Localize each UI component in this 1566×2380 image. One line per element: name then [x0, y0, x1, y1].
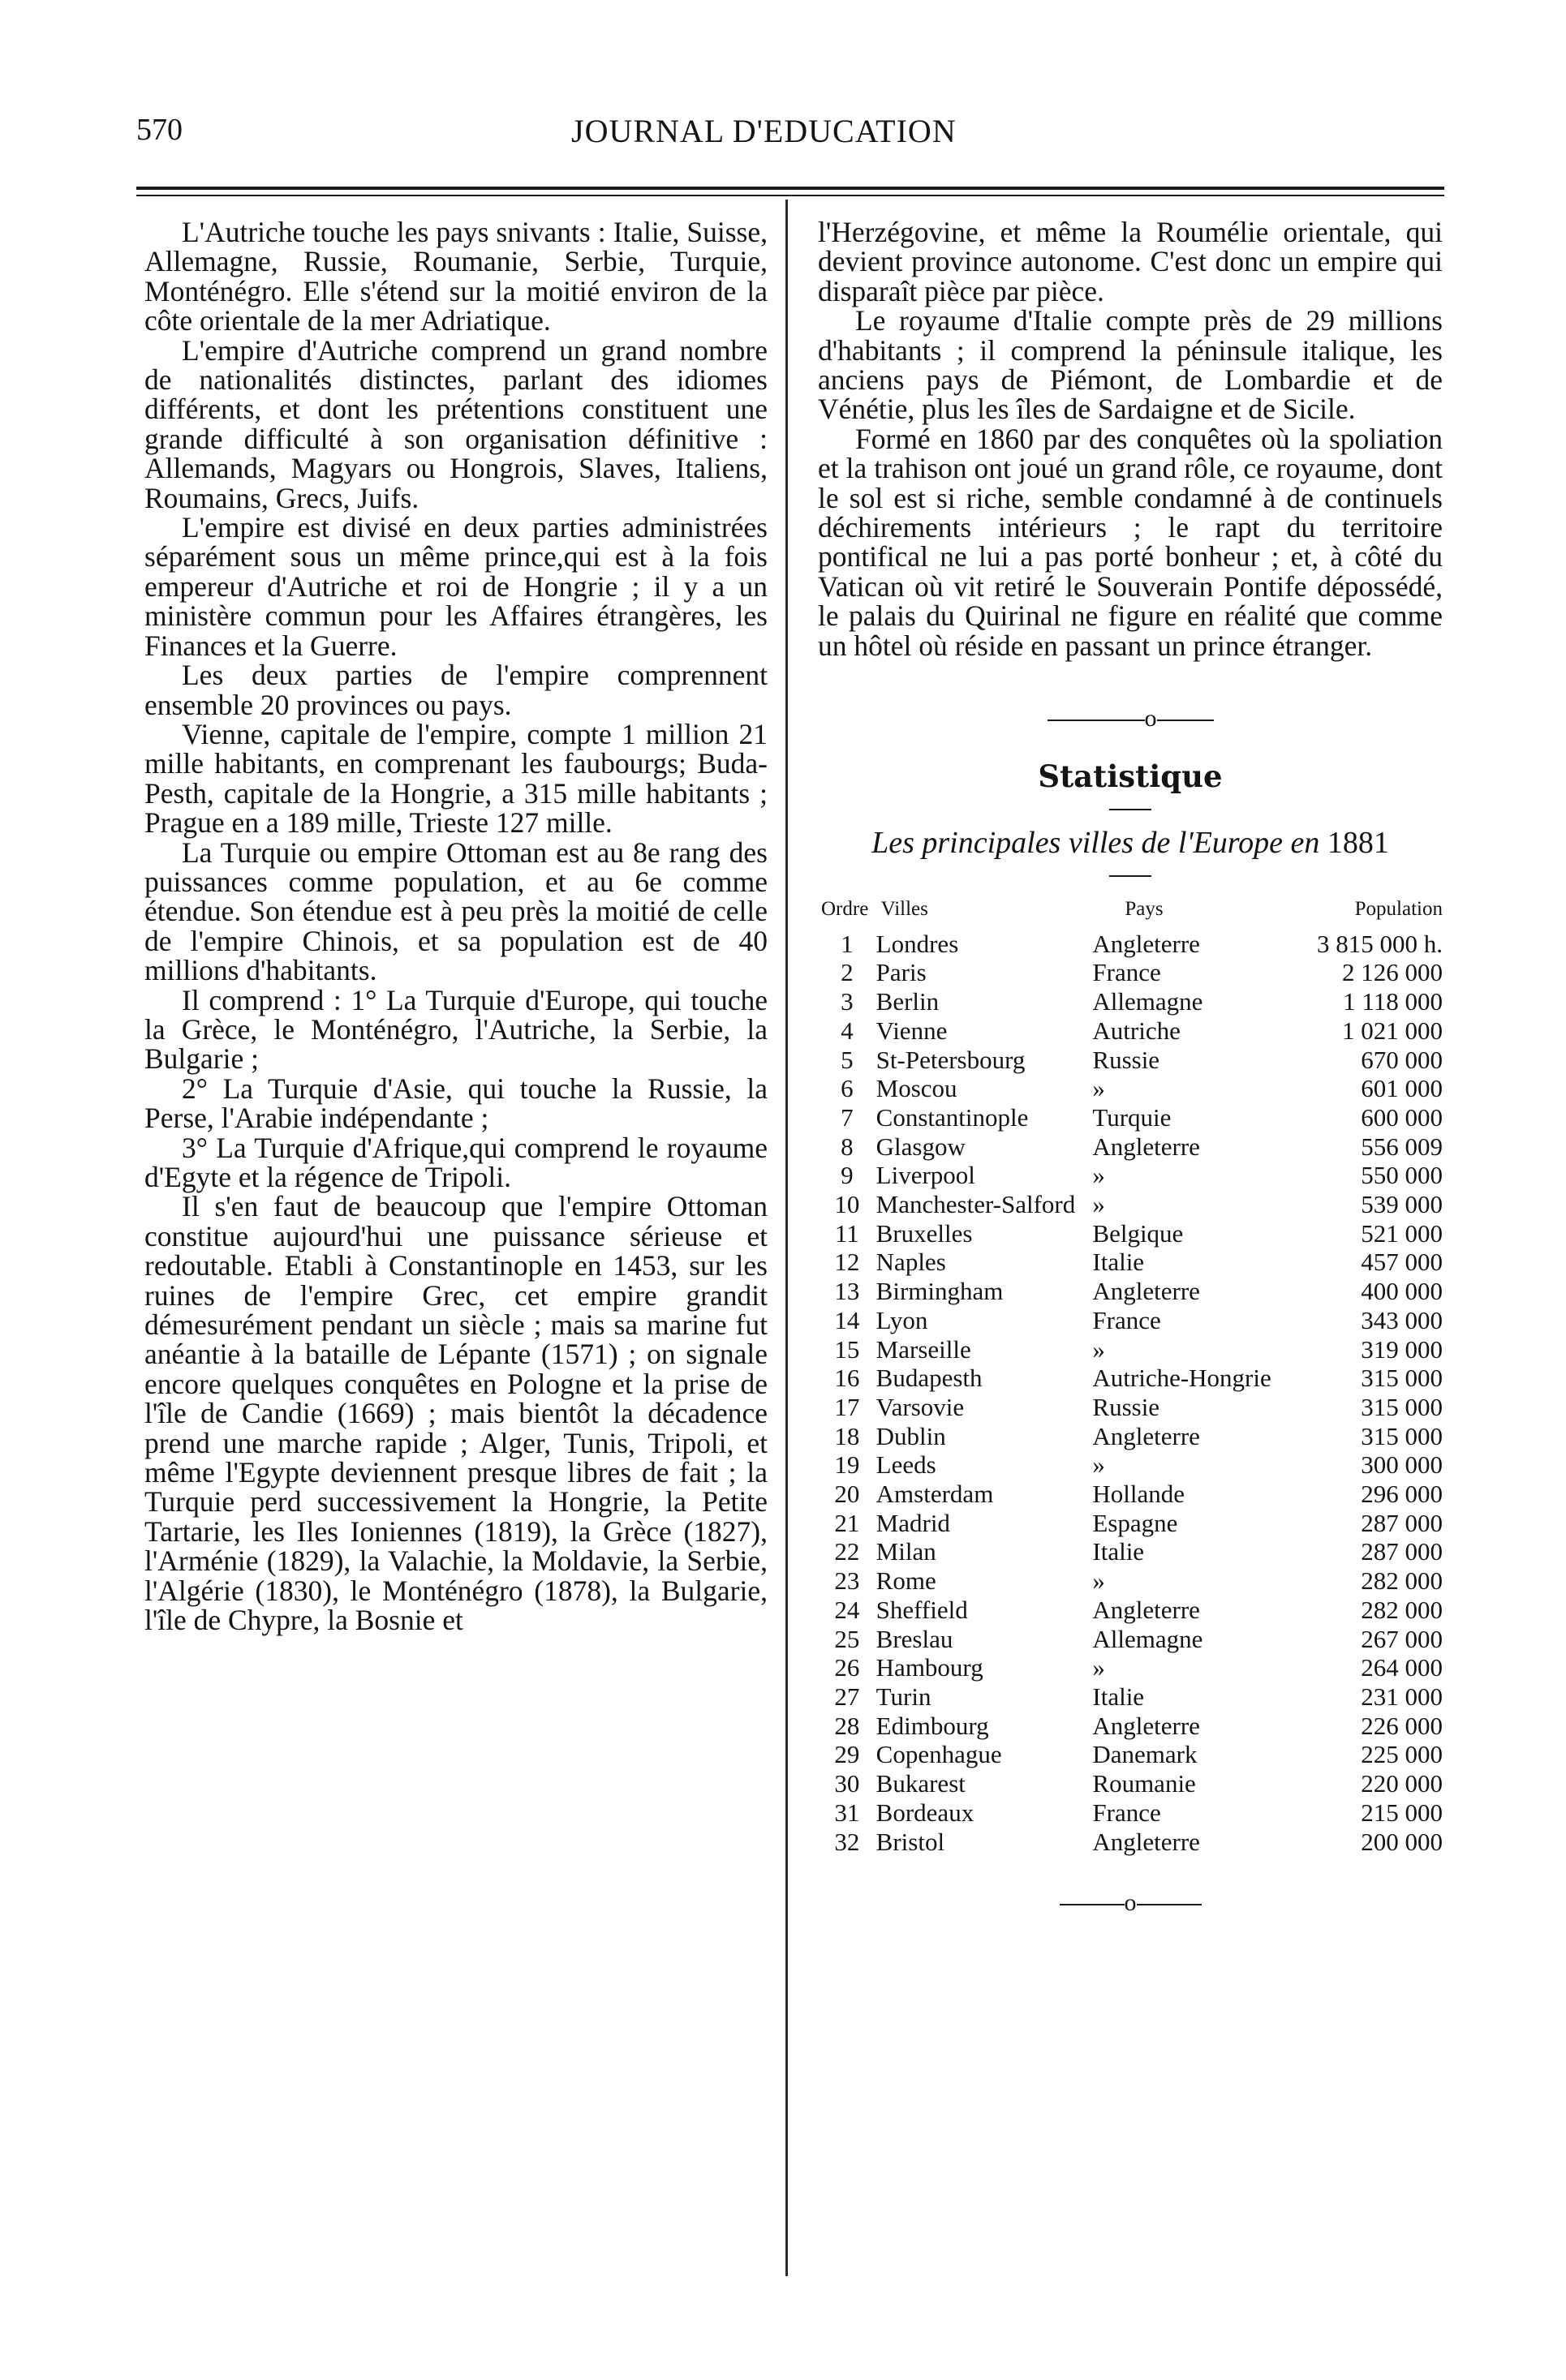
table-row: [821, 1074, 1443, 1103]
row-country: France: [1092, 958, 1161, 987]
table-row: [821, 1712, 1443, 1741]
row-population: 282 000: [1361, 1566, 1443, 1596]
row-city: Constantinople: [875, 1102, 1029, 1132]
row-order: 10: [834, 1190, 860, 1219]
row-city: Amsterdam: [875, 1480, 994, 1509]
table-row: [821, 1509, 1443, 1538]
row-population: 267 000: [1361, 1624, 1443, 1653]
row-country: Hollande: [1092, 1480, 1185, 1509]
row-country: Allemagne: [1092, 1624, 1203, 1653]
row-city: Madrid: [875, 1508, 950, 1537]
header-rule: [136, 187, 1444, 190]
section-separator: [818, 704, 1443, 733]
row-country: Angleterre: [1092, 929, 1200, 958]
row-population: 296 000: [1361, 1480, 1443, 1509]
end-separator-mark: o: [1124, 1889, 1137, 1917]
row-city: St-Petersbourg: [875, 1045, 1026, 1074]
row-country: Autriche: [1092, 1016, 1181, 1045]
header-rule-thin: [136, 195, 1444, 196]
row-order: 7: [841, 1102, 854, 1132]
right-column: [818, 217, 1443, 1918]
row-country: »: [1092, 1161, 1105, 1190]
row-population: 300 000: [1361, 1450, 1443, 1480]
row-country: »: [1092, 1074, 1105, 1103]
table-row: [821, 1828, 1443, 1857]
row-order: 31: [834, 1798, 860, 1827]
row-order: 2: [841, 958, 854, 987]
row-country: Angleterre: [1092, 1827, 1200, 1856]
row-population: 600 000: [1361, 1102, 1443, 1132]
table-header-row: [821, 895, 1443, 929]
row-order: 11: [834, 1218, 859, 1248]
row-city: Naples: [875, 1248, 946, 1277]
row-order: 14: [834, 1305, 860, 1334]
row-country: Espagne: [1092, 1508, 1178, 1537]
table-row: [821, 1566, 1443, 1596]
row-order: 24: [834, 1595, 860, 1624]
row-city: Sheffield: [875, 1595, 968, 1624]
row-population: 282 000: [1361, 1595, 1443, 1624]
table-row: [821, 1682, 1443, 1712]
row-country: Russie: [1092, 1045, 1160, 1074]
row-city: Budapesth: [875, 1364, 983, 1393]
row-order: 27: [834, 1682, 860, 1711]
row-city: Berlin: [875, 987, 940, 1016]
row-city: Leeds: [875, 1450, 936, 1480]
row-country: Autriche-Hongrie: [1092, 1364, 1271, 1393]
table-caption: [818, 825, 1443, 860]
row-order: 12: [834, 1248, 860, 1277]
row-order: 16: [834, 1364, 860, 1393]
row-order: 1: [841, 929, 854, 958]
row-city: Rome: [875, 1566, 936, 1596]
row-order: 26: [834, 1653, 860, 1682]
row-country: »: [1092, 1653, 1105, 1682]
paragraph: Il s'en faut de beaucoup que l'empire Ottoman constitue aujourd'hui une puissance sérieuse et redoutable. Etabli à Constantinople en 1453, sur les ruines de l'empire Grec, cet empire grandit démesurément pendant un siècle ; mais sa marine fut anéantie à la bataille de Lépante (1571) ; on signale encore quelques conquêtes en Pologne et la prise de l'île de Candie (1669) ; mais bientôt la décadence prend une marche rapide ; Alger, Tunis, Tripoli, et même l'Egypte deviennent presque libres de fait ; la Turquie perd successivement la Hongrie, la Petite Tartarie, les Iles Ioniennes (1819), la Grèce (1827), l'Arménie (1829), la Valachie, la Moldavie, la Serbie, l'Algérie (1830), le Monténégro (1878), la Bulgarie, l'île de Chypre, la Bosnie et: [144, 1190, 768, 1637]
population-table: [821, 895, 1443, 1856]
table-caption-year: 1881: [1327, 825, 1389, 860]
table-row: [821, 1335, 1443, 1364]
row-population: 315 000: [1361, 1364, 1443, 1393]
header-population: Population: [1354, 898, 1443, 921]
row-order: 5: [841, 1045, 854, 1074]
paragraph: Le royaume d'Italie compte près de 29 millions d'habitants ; il comprend la péninsule italique, les anciens pays de Piémont, de Lombardie et de Vénétie, plus les îles de Sardaigne et de Sicile.: [818, 304, 1443, 426]
row-city: Manchester-Salford: [875, 1190, 1076, 1219]
row-population: 220 000: [1361, 1769, 1443, 1798]
row-city: Liverpool: [875, 1161, 975, 1190]
table-row: [821, 1364, 1443, 1393]
row-population: 550 000: [1361, 1161, 1443, 1190]
row-country: Angleterre: [1092, 1711, 1200, 1740]
table-row: [821, 1393, 1443, 1422]
row-population: 315 000: [1361, 1392, 1443, 1421]
running-title: JOURNAL D'EDUCATION: [571, 113, 957, 149]
table-row: [821, 1248, 1443, 1277]
header-country: Pays: [1125, 898, 1164, 921]
paragraph: La Turquie ou empire Ottoman est au 8e rang des puissances comme population, et au 6e comme étendue. Son étendue est à peu près la moitié de celle de l'empire Chinois, et sa population est de 40 millions d'habitants.: [144, 836, 768, 987]
row-order: 13: [834, 1277, 860, 1306]
paragraph: 3° La Turquie d'Afrique,qui comprend le royaume d'Egyte et la régence de Tripoli.: [144, 1131, 768, 1193]
row-country: France: [1092, 1798, 1161, 1827]
table-row: [821, 1219, 1443, 1248]
row-order: 30: [834, 1769, 860, 1798]
row-country: Danemark: [1092, 1740, 1198, 1769]
row-order: 32: [834, 1827, 860, 1856]
end-separator-dash-left: [1060, 1904, 1125, 1905]
row-country: »: [1092, 1190, 1105, 1219]
row-order: 29: [834, 1740, 860, 1769]
row-population: 287 000: [1361, 1537, 1443, 1566]
row-population: 319 000: [1361, 1334, 1443, 1364]
section-title: Statistique: [1038, 758, 1223, 794]
paragraph: L'empire d'Autriche comprend un grand nombre de nationalités distinctes, parlant des idiomes différents, et dont les prétentions constituent une grande difficulté à son organisation définitive : Allemands, Magyars ou Hongrois, Slaves, Italiens, Roumains, Grecs, Juifs.: [144, 333, 768, 514]
row-city: Bristol: [875, 1827, 945, 1856]
row-population: 287 000: [1361, 1508, 1443, 1537]
row-country: Italie: [1092, 1682, 1145, 1711]
row-population: 1 118 000: [1343, 987, 1443, 1016]
table-row: [821, 958, 1443, 987]
row-country: France: [1092, 1305, 1161, 1334]
row-order: 22: [834, 1537, 860, 1566]
row-population: 601 000: [1361, 1074, 1443, 1103]
row-population: 670 000: [1361, 1045, 1443, 1074]
paragraph: Formé en 1860 par des conquêtes où la spoliation et la trahison ont joué un grand rôle, ce royaume, dont le sol est si riche, semble condamné à de continuels déchirements intérieurs ; le rapt du territoire pontifical ne lui a pas porté bonheur ; et, à côté du Vatican où vit retiré le Souverain Pontife dépossédé, le palais du Quirinal ne figure en réalité que comme un hôtel où réside en passant un prince étranger.: [818, 422, 1443, 662]
row-city: Glasgow: [875, 1132, 966, 1161]
table-row: [821, 1190, 1443, 1219]
row-city: Marseille: [875, 1334, 971, 1364]
row-city: Vienne: [875, 1016, 948, 1045]
table-row: [821, 1132, 1443, 1162]
row-country: Turquie: [1092, 1102, 1172, 1132]
paragraph: L'Autriche touche les pays snivants : Italie, Suisse, Allemagne, Russie, Roumanie, Serbie, Turquie, Monténégro. Elle s'étend sur la moitié environ de la côte orientale de la mer Adriatique.: [144, 216, 768, 337]
table-row: [821, 1625, 1443, 1654]
row-order: 25: [834, 1624, 860, 1653]
end-separator: [818, 1888, 1443, 1918]
row-population: 556 009: [1361, 1132, 1443, 1161]
row-population: 200 000: [1361, 1827, 1443, 1856]
row-order: 28: [834, 1711, 860, 1740]
left-column: [144, 217, 768, 1635]
table-row: [821, 1103, 1443, 1132]
table-row: [821, 1798, 1443, 1828]
paragraph: Les deux parties de l'empire comprennent ensemble 20 provinces ou pays.: [144, 659, 768, 721]
row-country: Angleterre: [1092, 1132, 1200, 1161]
separator-mark: o: [1144, 705, 1157, 732]
table-row: [821, 930, 1443, 959]
row-city: Turin: [875, 1682, 931, 1711]
row-country: »: [1092, 1566, 1105, 1596]
row-country: Angleterre: [1092, 1421, 1200, 1450]
table-row: [821, 1480, 1443, 1509]
row-city: Hambourg: [875, 1653, 983, 1682]
table-row: [821, 1653, 1443, 1682]
row-city: Londres: [875, 929, 959, 958]
row-country: Angleterre: [1092, 1595, 1200, 1624]
row-city: Dublin: [875, 1421, 946, 1450]
row-city: Varsovie: [875, 1392, 965, 1421]
caption-rule: [1109, 875, 1151, 877]
table-caption-main: Les principales villes de l'Europe en: [871, 825, 1320, 860]
table-row: [821, 1422, 1443, 1451]
column-divider: [785, 200, 788, 2276]
row-city: Copenhague: [875, 1740, 1002, 1769]
page-header: [136, 112, 1444, 161]
paragraph: Il comprend : 1° La Turquie d'Europe, qui touche la Grèce, le Monténégro, l'Autriche, la Serbie, la Bulgarie ;: [144, 983, 768, 1076]
table-row: [821, 1596, 1443, 1625]
row-population: 1 021 000: [1342, 1016, 1443, 1045]
separator-dash-right: [1157, 720, 1214, 721]
row-country: Italie: [1092, 1537, 1145, 1566]
separator-dash-left: [1048, 720, 1145, 721]
row-order: 20: [834, 1480, 860, 1509]
table-row: [821, 1769, 1443, 1798]
row-city: Bruxelles: [875, 1218, 973, 1248]
row-order: 19: [834, 1450, 860, 1480]
row-country: »: [1092, 1334, 1105, 1364]
row-population: 343 000: [1361, 1305, 1443, 1334]
row-order: 6: [841, 1074, 854, 1103]
row-city: Edimbourg: [875, 1711, 989, 1740]
row-country: Angleterre: [1092, 1277, 1200, 1306]
row-population: 2 126 000: [1342, 958, 1443, 987]
row-order: 3: [841, 987, 854, 1016]
row-order: 17: [834, 1392, 860, 1421]
table-row: [821, 1161, 1443, 1190]
paragraph: L'empire est divisé en deux parties administrées séparément sous un même prince,qui est à la fois empereur d'Autriche et roi de Hongrie ; il y a un ministère commun pour les Affaires étrangères, les Finances et la Guerre.: [144, 511, 768, 662]
header-order: Ordre: [821, 898, 869, 921]
row-order: 23: [834, 1566, 860, 1596]
row-country: Belgique: [1092, 1218, 1184, 1248]
row-city: Birmingham: [875, 1277, 1004, 1306]
row-population: 521 000: [1361, 1218, 1443, 1248]
table-row: [821, 1740, 1443, 1769]
row-order: 4: [841, 1016, 854, 1045]
row-country: Russie: [1092, 1392, 1160, 1421]
row-country: Allemagne: [1092, 987, 1203, 1016]
row-order: 18: [834, 1421, 860, 1450]
row-order: 9: [841, 1161, 854, 1190]
table-row: [821, 987, 1443, 1016]
row-order: 8: [841, 1132, 854, 1161]
page-number: 570: [136, 113, 183, 147]
row-order: 21: [834, 1508, 860, 1537]
row-country: Roumanie: [1092, 1769, 1196, 1798]
table-row: [821, 1016, 1443, 1046]
row-country: »: [1092, 1450, 1105, 1480]
row-country: Italie: [1092, 1248, 1145, 1277]
row-population: 315 000: [1361, 1421, 1443, 1450]
row-city: Moscou: [875, 1074, 957, 1103]
row-population: 215 000: [1361, 1798, 1443, 1827]
table-row: [821, 1306, 1443, 1335]
header-city: Villes: [880, 898, 928, 921]
row-population: 457 000: [1361, 1248, 1443, 1277]
row-city: Milan: [875, 1537, 936, 1566]
row-population: 225 000: [1361, 1740, 1443, 1769]
table-row: [821, 1046, 1443, 1075]
row-population: 264 000: [1361, 1653, 1443, 1682]
row-population: 226 000: [1361, 1711, 1443, 1740]
table-row: [821, 1450, 1443, 1480]
paragraph: Vienne, capitale de l'empire, compte 1 million 21 mille habitants, en comprenant les faubourgs; Buda-Pesth, capitale de la Hongrie, a 315 mille habitants ; Prague en a 189 mille, Trieste 127 mille.: [144, 717, 768, 840]
row-population: 400 000: [1361, 1277, 1443, 1306]
paragraph: 2° La Turquie d'Asie, qui touche la Russie, la Perse, l'Arabie indépendante ;: [144, 1072, 768, 1135]
table-body: [821, 930, 1443, 1857]
row-city: Bukarest: [875, 1769, 966, 1798]
row-population: 3 815 000 h.: [1317, 929, 1443, 958]
row-city: Lyon: [875, 1305, 928, 1334]
continuation-paragraph: l'Herzégovine, et même la Roumélie orientale, qui devient province autonome. C'est donc un empire qui disparaît pièce par pièce.: [818, 216, 1443, 307]
row-city: Breslau: [875, 1624, 953, 1653]
end-separator-dash-right: [1137, 1904, 1202, 1905]
title-rule: [1109, 809, 1151, 810]
row-population: 539 000: [1361, 1190, 1443, 1219]
row-order: 15: [834, 1334, 860, 1364]
row-city: Paris: [875, 958, 927, 987]
row-population: 231 000: [1361, 1682, 1443, 1711]
table-row: [821, 1277, 1443, 1306]
table-row: [821, 1537, 1443, 1566]
row-city: Bordeaux: [875, 1798, 974, 1827]
